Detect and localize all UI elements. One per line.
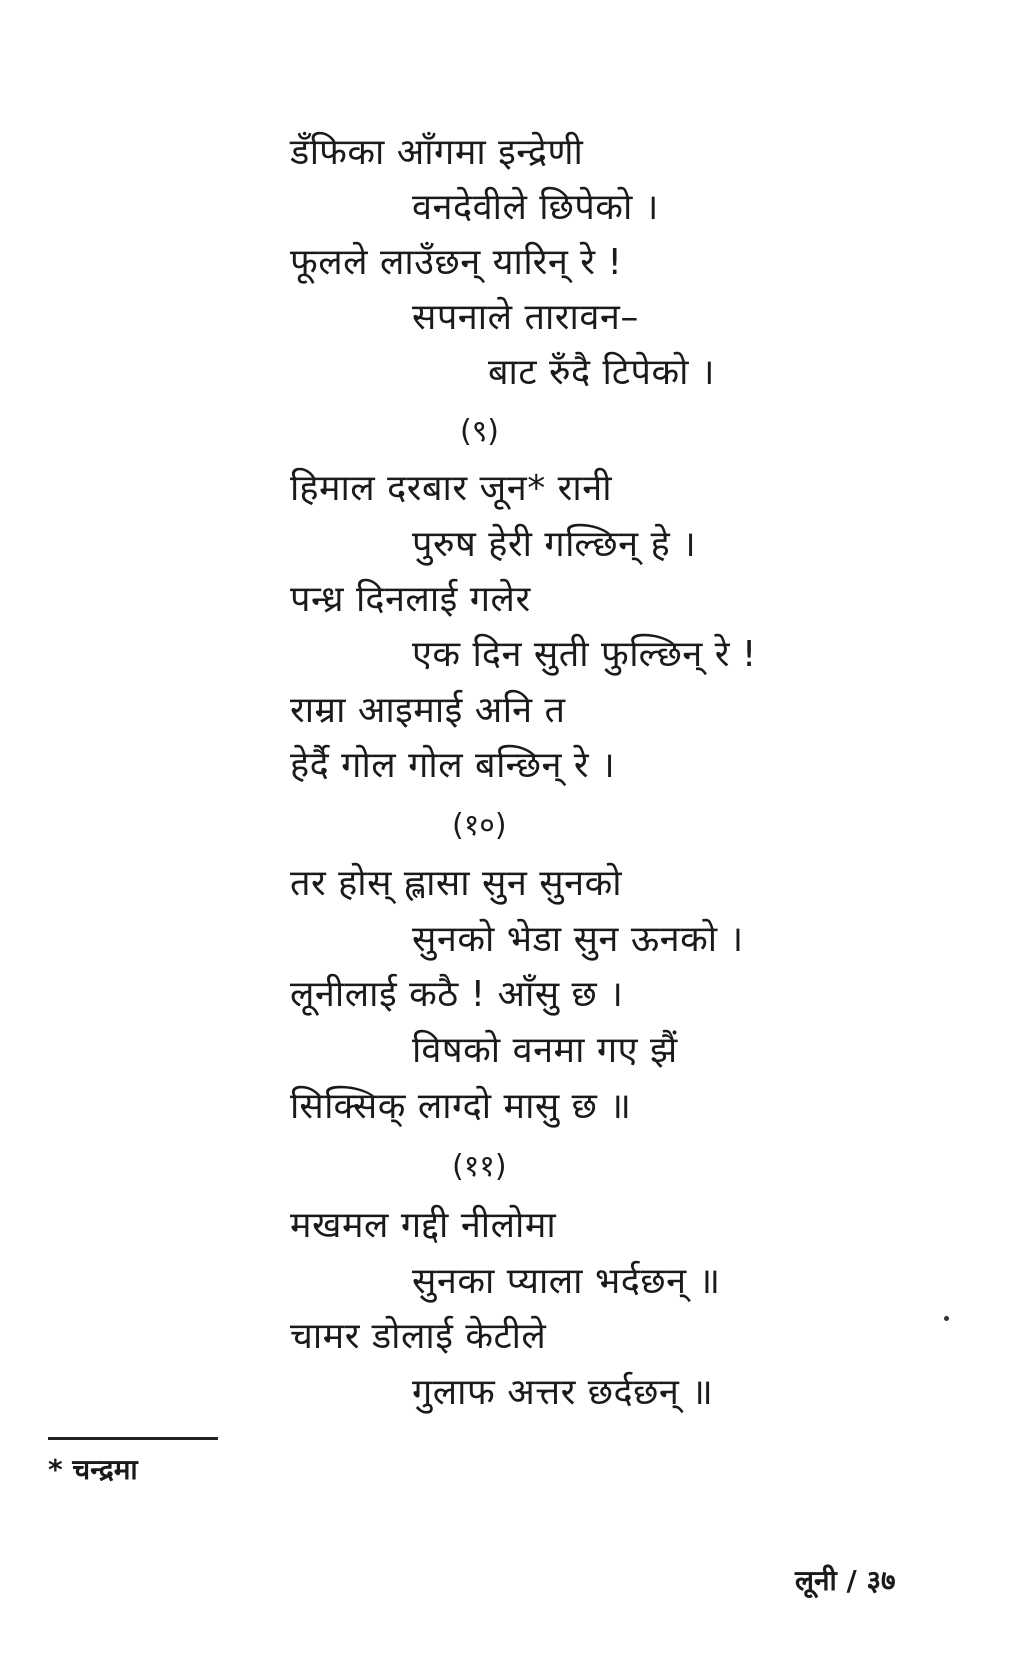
poem-line: राम्रा आइमाई अनि त [290,690,566,731]
poem-line: सपनाले तारावन– [412,297,639,338]
stanza-number: (९) [460,414,500,449]
poem-line: डँफिका आँगमा इन्द्रेणी [290,132,584,173]
footnote-rule [48,1437,218,1440]
page-footer: लूनी / ३७ [795,1564,896,1597]
poem-line: मखमल गद्दी नीलोमा [290,1205,557,1246]
poem-line: चामर डोलाई केटीले [290,1316,547,1357]
stanza-number: (१०) [452,808,507,843]
poem-line: एक दिन सुती फुल्छिन् रे ! [412,634,757,675]
poem-line: गुलाफ अत्तर छर्दछन् ॥ [412,1372,714,1413]
poem-line: हेर्दै गोल गोल बन्छिन् रे । [290,745,616,786]
poem-line: सुनको भेडा सुन ऊनको । [412,919,744,960]
poem-line: पन्ध्र दिनलाई गलेर [290,579,531,620]
print-speck [944,1316,949,1321]
poem-line: लूनीलाई कठै ! आँसु छ । [290,974,624,1015]
poem-line: विषको वनमा गए झैं [412,1030,678,1071]
poem-line: तर होस् ह्लासा सुन सुनको [290,863,623,904]
stanza-number: (११) [452,1149,507,1184]
poem-line: फूलले लाउँछन् यारिन् रे ! [290,242,623,283]
poem-line: बाट रुँदै टिपेको । [488,352,716,393]
poem-line: सुनका प्याला भर्दछन् ॥ [412,1261,721,1302]
footnote: * चन्द्रमा [48,1453,138,1486]
poem-line: हिमाल दरबार जून* रानी [290,468,613,509]
poem-line: सिक्सिक् लाग्दो मासु छ ॥ [290,1086,632,1127]
poem-line: पुरुष हेरी गल्छिन् हे । [412,524,697,565]
poem-line: वनदेवीले छिपेको । [412,187,659,228]
